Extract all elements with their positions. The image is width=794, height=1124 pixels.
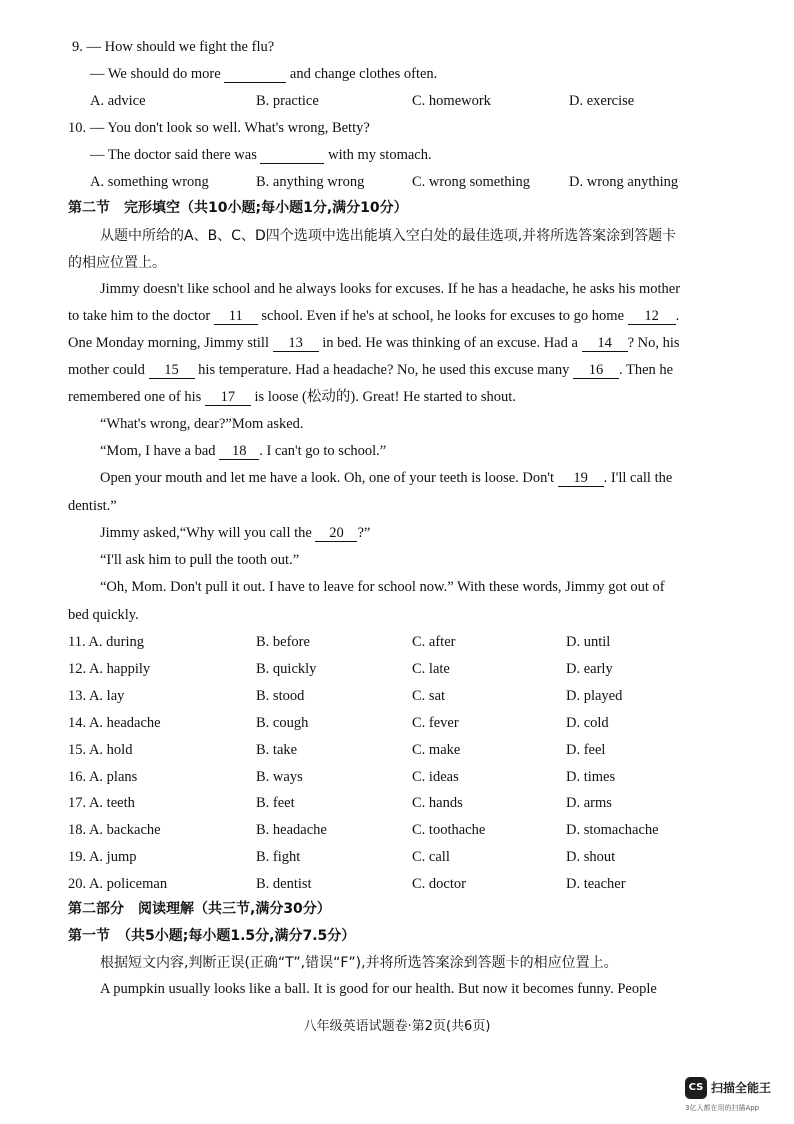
cloze-option-15-b: B. take — [256, 742, 298, 758]
camscanner-icon: CS — [685, 1077, 707, 1099]
section2-instruction-cont: 的相应位置上。 — [68, 255, 166, 271]
section2-title: 第二节 完形填空（共10小题;每小题1分,满分10分） — [68, 200, 408, 216]
cloze-option-20-c: C. doctor — [412, 876, 466, 892]
cloze-option-11-b: B. before — [256, 634, 310, 650]
q10-option-b: B. anything wrong — [256, 174, 365, 190]
cloze-option-17-c: C. hands — [412, 795, 463, 811]
cloze-option-17-d: D. arms — [566, 795, 612, 811]
blank-17: 17 — [205, 389, 251, 406]
q10-question: 10. — You don't look so well. What's wrong, Betty? — [68, 120, 370, 136]
cloze-option-11-c: C. after — [412, 634, 456, 650]
q10-answer-line: — The doctor said there was with my stomach. — [90, 147, 432, 163]
passage-line: “Mom, I have a bad 18 . I can't go to school.” — [100, 443, 387, 459]
q10-option-d: D. wrong anything — [569, 174, 679, 190]
cloze-option-14-a: 14. A. headache — [68, 715, 161, 731]
cloze-option-19-a: 19. A. jump — [68, 849, 137, 865]
cloze-option-16-c: C. ideas — [412, 769, 459, 785]
cloze-option-12-c: C. late — [412, 661, 450, 677]
cloze-option-18-b: B. headache — [256, 822, 327, 838]
q10-option-a: A. something wrong — [90, 174, 209, 190]
blank-20: 20 — [315, 525, 357, 542]
cloze-option-20-d: D. teacher — [566, 876, 626, 892]
cloze-option-16-a: 16. A. plans — [68, 769, 138, 785]
section2-instruction: 从题中所给的A、B、C、D四个选项中选出能填入空白处的最佳选项,并将所选答案涂到答题卡 — [100, 228, 677, 244]
part2-title: 第二部分 阅读理解（共三节,满分30分） — [68, 901, 331, 917]
cloze-option-20-a: 20. A. policeman — [68, 876, 168, 892]
passage-line: Open your mouth and let me have a look. Oh, one of your teeth is loose. Don't 19 . I'll call the — [100, 470, 673, 486]
page-footer: 八年级英语试题卷·第2页(共6页) — [303, 1019, 491, 1034]
passage-line: Jimmy doesn't like school and he always looks for excuses. If he has a headache, he asks his mother — [100, 281, 681, 297]
blank-11: 11 — [214, 308, 258, 325]
cloze-option-14-c: C. fever — [412, 715, 459, 731]
cloze-option-11-d: D. until — [566, 634, 611, 650]
cloze-option-12-d: D. early — [566, 661, 613, 677]
cloze-option-13-a: 13. A. lay — [68, 688, 125, 704]
q9-option-a: A. advice — [90, 93, 146, 109]
cloze-option-18-c: C. toothache — [412, 822, 486, 838]
cloze-option-14-d: D. cold — [566, 715, 609, 731]
passage-line: One Monday morning, Jimmy still 13 in bed. He was thinking of an excuse. Had a 14 ? No, his — [68, 335, 680, 351]
cloze-option-16-b: B. ways — [256, 769, 303, 785]
passage-line: Jimmy asked,“Why will you call the 20 ?” — [100, 525, 371, 541]
cloze-option-18-d: D. stomachache — [566, 822, 659, 838]
watermark-title: 扫描全能王 — [711, 1081, 772, 1095]
cloze-option-13-d: D. played — [566, 688, 623, 704]
q9-question: 9. — How should we fight the flu? — [72, 39, 275, 55]
q9-answer-line: — We should do more and change clothes often. — [90, 66, 438, 82]
passage-line: “I'll ask him to pull the tooth out.” — [100, 552, 300, 568]
blank-16: 16 — [573, 362, 619, 379]
blank — [260, 147, 324, 164]
passage-line: “What's wrong, dear?”Mom asked. — [100, 416, 304, 432]
cloze-option-19-b: B. fight — [256, 849, 301, 865]
cloze-option-18-a: 18. A. backache — [68, 822, 161, 838]
blank-15: 15 — [149, 362, 195, 379]
blank — [224, 66, 286, 83]
part2-section1-title: 第一节 （共5小题;每小题1.5分,满分7.5分） — [68, 928, 356, 944]
q9-option-d: D. exercise — [569, 93, 635, 109]
blank-14: 14 — [582, 335, 628, 352]
cloze-option-13-b: B. stood — [256, 688, 305, 704]
scanner-watermark — [685, 1077, 785, 1117]
blank-12: 12 — [628, 308, 676, 325]
passage-line: bed quickly. — [68, 607, 139, 623]
cloze-option-17-a: 17. A. teeth — [68, 795, 135, 811]
cloze-option-19-d: D. shout — [566, 849, 616, 865]
cloze-option-15-a: 15. A. hold — [68, 742, 133, 758]
blank-18: 18 — [219, 443, 259, 460]
passage-line: dentist.” — [68, 498, 117, 514]
q9-option-b: B. practice — [256, 93, 319, 109]
cloze-option-15-d: D. feel — [566, 742, 606, 758]
cloze-option-12-a: 12. A. happily — [68, 661, 151, 677]
blank-13: 13 — [273, 335, 319, 352]
passage-line: mother could 15 his temperature. Had a headache? No, he used this excuse many 16 . Then he — [68, 362, 674, 378]
cloze-option-19-c: C. call — [412, 849, 450, 865]
q9-option-c: C. homework — [412, 93, 491, 109]
cloze-option-14-b: B. cough — [256, 715, 309, 731]
cloze-option-12-b: B. quickly — [256, 661, 317, 677]
reading-line: A pumpkin usually looks like a ball. It is good for our health. But now it becomes funny. People — [100, 981, 657, 997]
part2-section1-instruction: 根据短文内容,判断正误(正确“T”,错误“F”),并将所选答案涂到答题卡的相应位置上。 — [100, 955, 618, 971]
passage-line: remembered one of his 17 is loose (松动的). Great! He started to shout. — [68, 389, 516, 405]
watermark-subtitle: 3亿人都在用的扫描App — [685, 1104, 760, 1112]
cloze-option-15-c: C. make — [412, 742, 461, 758]
blank-19: 19 — [558, 470, 604, 487]
cloze-option-16-d: D. times — [566, 769, 616, 785]
cloze-option-20-b: B. dentist — [256, 876, 312, 892]
q10-option-c: C. wrong something — [412, 174, 531, 190]
passage-line: “Oh, Mom. Don't pull it out. I have to leave for school now.” With these words, Jimmy got out of — [100, 579, 665, 595]
passage-line: to take him to the doctor 11 school. Even if he's at school, he looks for excuses to go home 12 . — [68, 308, 680, 324]
cloze-option-17-b: B. feet — [256, 795, 295, 811]
cloze-option-11-a: 11. A. during — [68, 634, 144, 650]
cloze-option-13-c: C. sat — [412, 688, 446, 704]
